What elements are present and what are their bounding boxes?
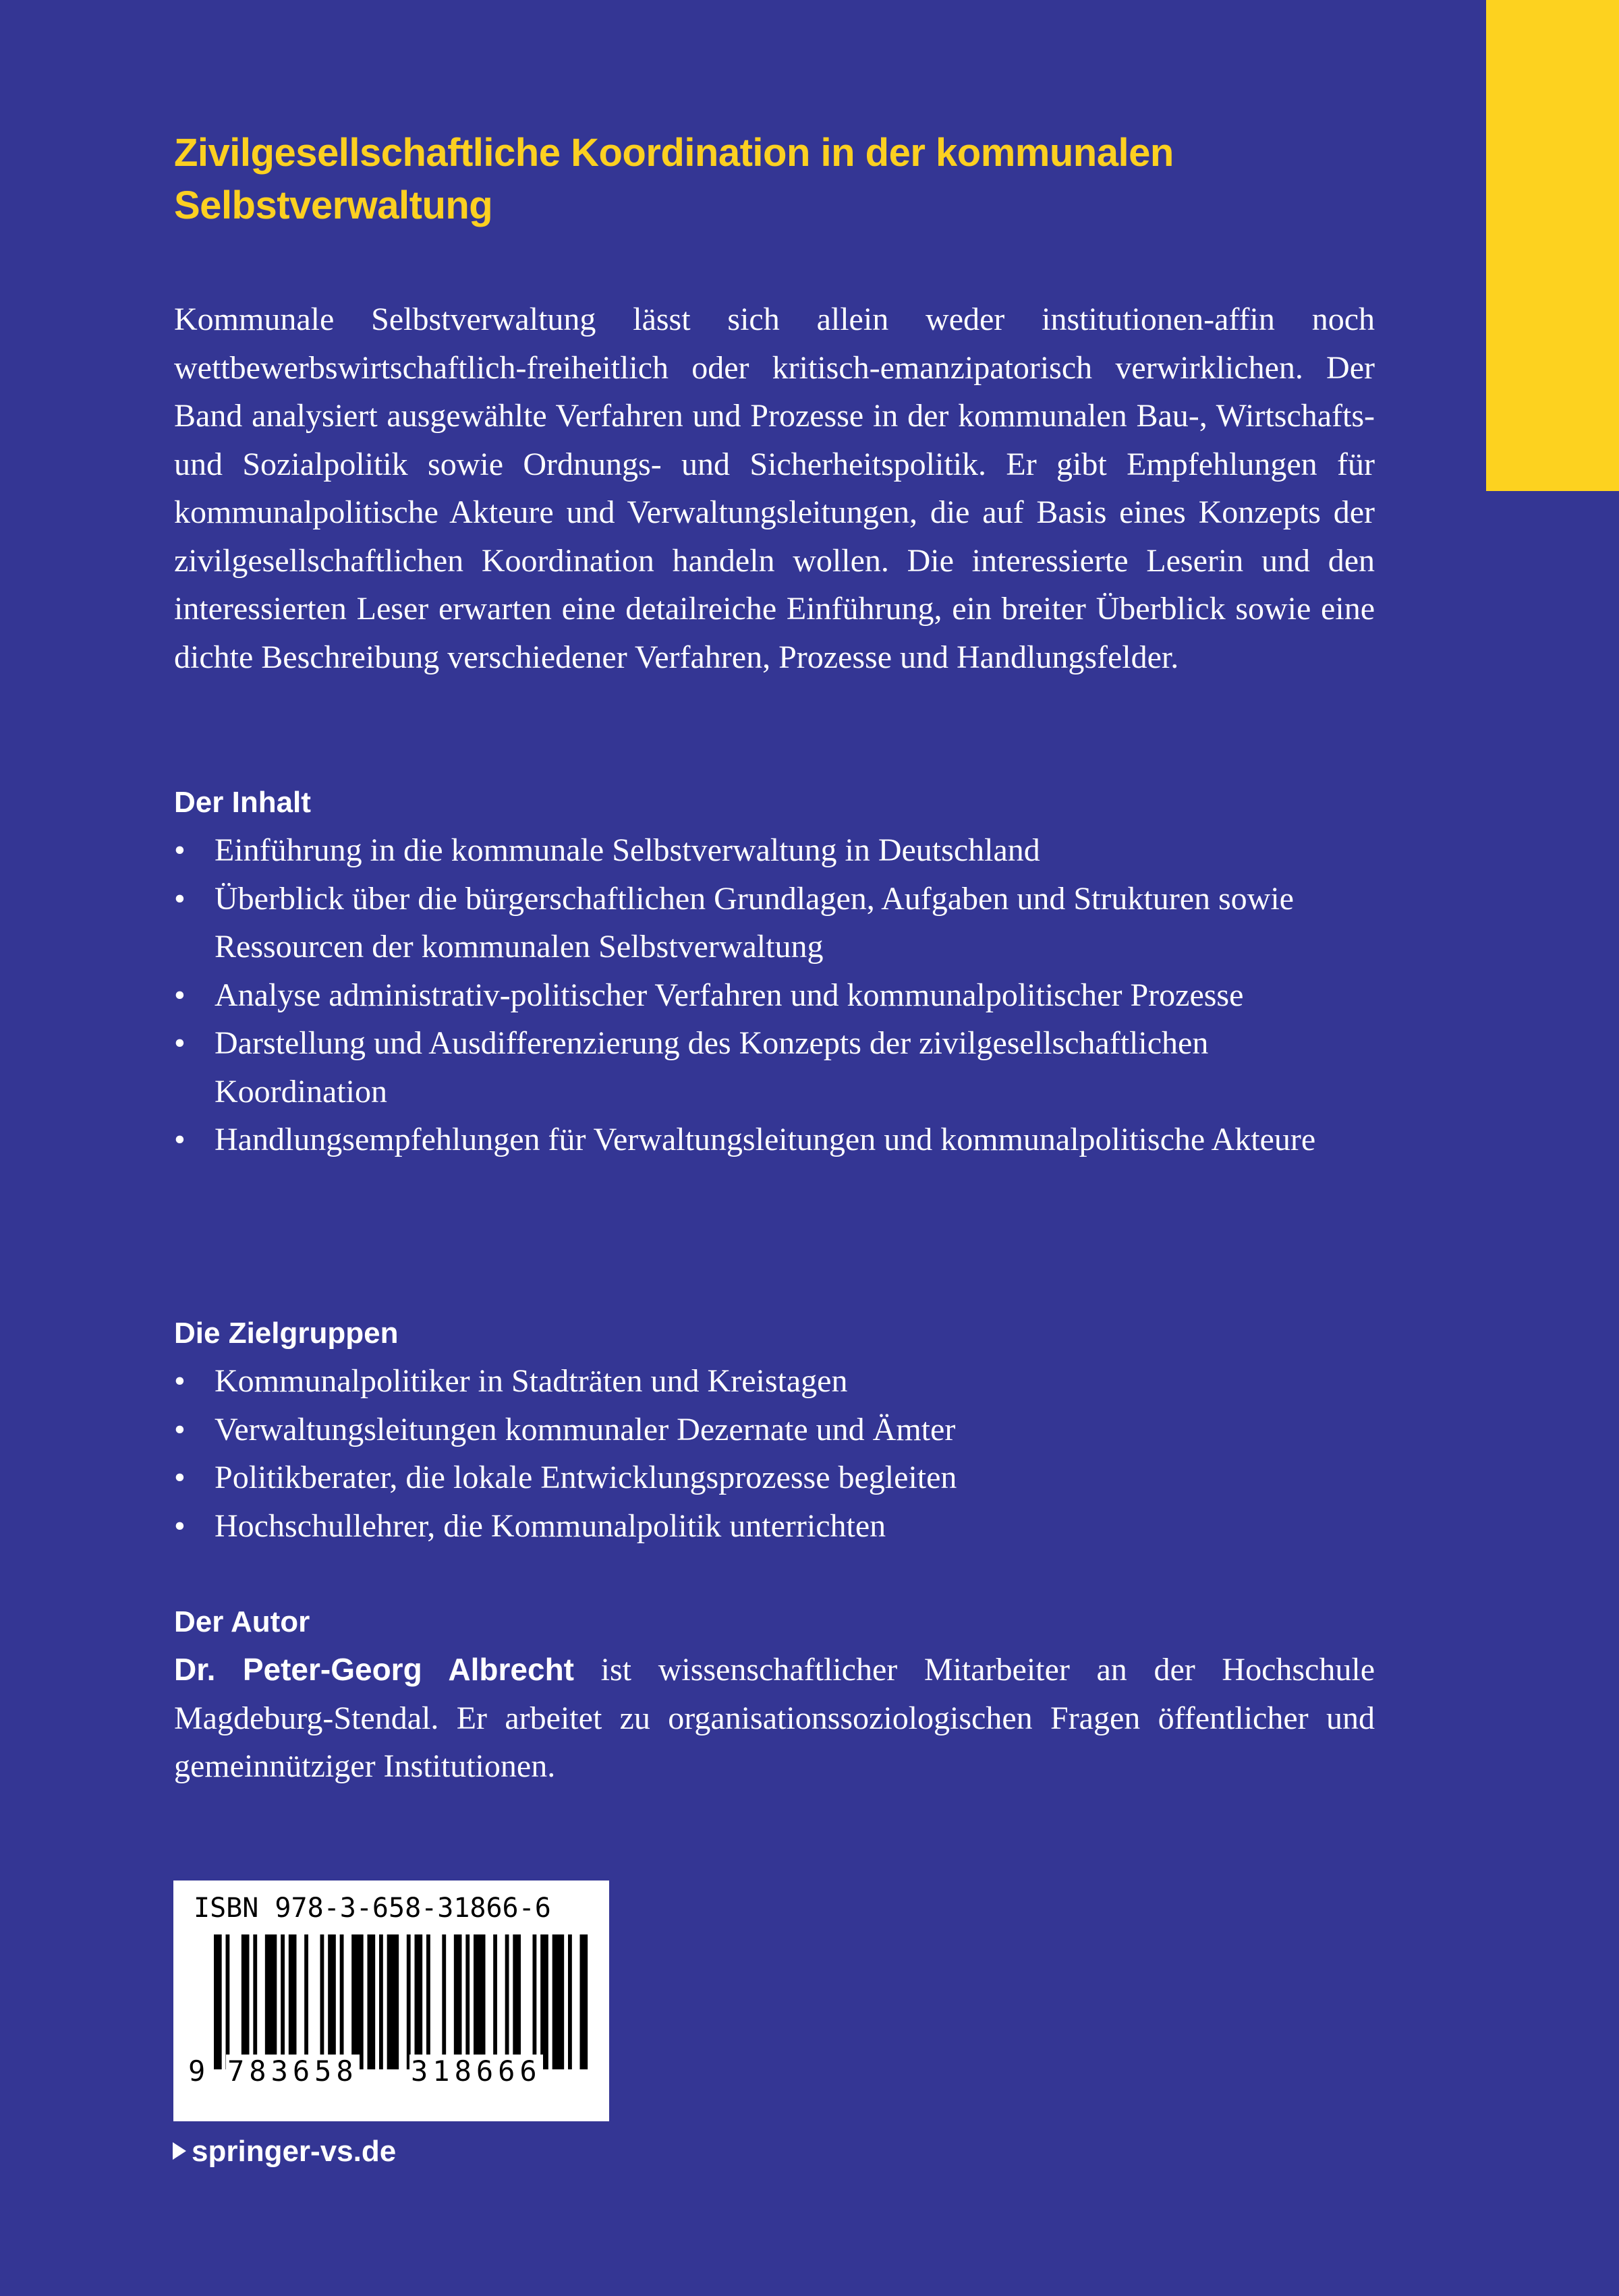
isbn-label: ISBN 978-3-658-31866-6 — [194, 1893, 551, 1924]
bullet-icon: • — [174, 1508, 186, 1544]
bullet-icon: • — [174, 1363, 186, 1399]
list-item: • Analyse administrativ-politischer Verfahren und kommunalpolitischer Prozesse — [174, 971, 1361, 1020]
bullet-icon: • — [174, 1122, 186, 1157]
list-item: • Einführung in die kommunale Selbstverwaltung in Deutschland — [174, 826, 1361, 875]
bullet-icon: • — [174, 832, 186, 868]
list-item: • Handlungsempfehlungen für Verwaltungsleitungen und kommunalpolitische Akteure — [174, 1116, 1361, 1164]
barcode-digit-first: 9 — [188, 2055, 206, 2088]
list-item: • Kommunalpolitiker in Stadträten und Kreistagen — [174, 1357, 1361, 1406]
inhalt-list — [174, 826, 1361, 1164]
author-bio: ist wissenschaftlicher Mitarbeiter an der Hochschule Magdeburg-Stendal. Er arbeitet zu organisationssoziologischen Fragen öffentlicher und gemeinnütziger Institutionen. — [174, 1652, 1375, 1784]
list-item: • Politikberater, die lokale Entwicklungsprozesse begleiten — [174, 1454, 1361, 1502]
bullet-icon: • — [174, 880, 186, 917]
list-item: • Verwaltungsleitungen kommunaler Dezernate und Ämter — [174, 1406, 1361, 1454]
inhalt-heading: Der Inhalt — [174, 786, 311, 819]
list-item: • Überblick über die bürgerschaftlichen Grundlagen, Aufgaben und Strukturen sowie Ressourcen der kommunalen Selbstverwaltung — [174, 875, 1361, 971]
isbn-barcode — [173, 1881, 609, 2121]
author-paragraph — [174, 1646, 1375, 1791]
bullet-icon: • — [174, 1460, 186, 1495]
bullet-icon: • — [174, 1411, 186, 1447]
zielgruppen-heading: Die Zielgruppen — [174, 1317, 399, 1350]
list-item: • Hochschullehrer, die Kommunalpolitik unterrichten — [174, 1502, 1361, 1551]
yellow-accent-bar — [1486, 0, 1619, 491]
bullet-icon: • — [174, 1025, 186, 1061]
list-item: • Darstellung und Ausdifferenzierung des Konzepts der zivilgesellschaftlichen Koordination — [174, 1019, 1361, 1116]
barcode-bars — [214, 1934, 592, 2069]
barcode-digits-right: 318666 — [411, 2055, 542, 2088]
blurb-paragraph: Kommunale Selbstverwaltung lässt sich allein weder institutionen-affin noch wettbewerbswirtschaftlich-freiheitlich oder kritisch-emanzipatorisch verwirklichen. Der Band analysiert ausgewählte Verfahren und Prozesse in der kommunalen Bau-, Wirtschafts- und Sozialpolitik sowie Ordnungs- und Sicherheitspolitik. Er gibt Empfehlungen für kommunalpolitische Akteure und Verwaltungsleitungen, die auf Basis eines Konzepts der zivilgesellschaftlichen Koordination handeln wollen. Die interessierte Leserin und den interessierten Leser erwarten eine detailreiche Einführung, ein breiter Überblick sowie eine dichte Beschreibung verschiedener Verfahren, Prozesse und Handlungsfelder. — [174, 302, 1375, 675]
autor-heading: Der Autor — [174, 1605, 310, 1638]
bullet-icon: • — [174, 977, 186, 1013]
website-link[interactable]: springer-vs.de — [173, 2131, 396, 2172]
book-title: Zivilgesellschaftliche Koordination in der kommunalen Selbstverwaltung — [174, 131, 1174, 227]
author-name: Dr. Peter-Georg Albrecht — [174, 1652, 574, 1687]
barcode-digits-left: 783658 — [227, 2055, 358, 2088]
play-arrow-icon — [173, 2142, 186, 2160]
zielgruppen-list — [174, 1357, 1361, 1550]
